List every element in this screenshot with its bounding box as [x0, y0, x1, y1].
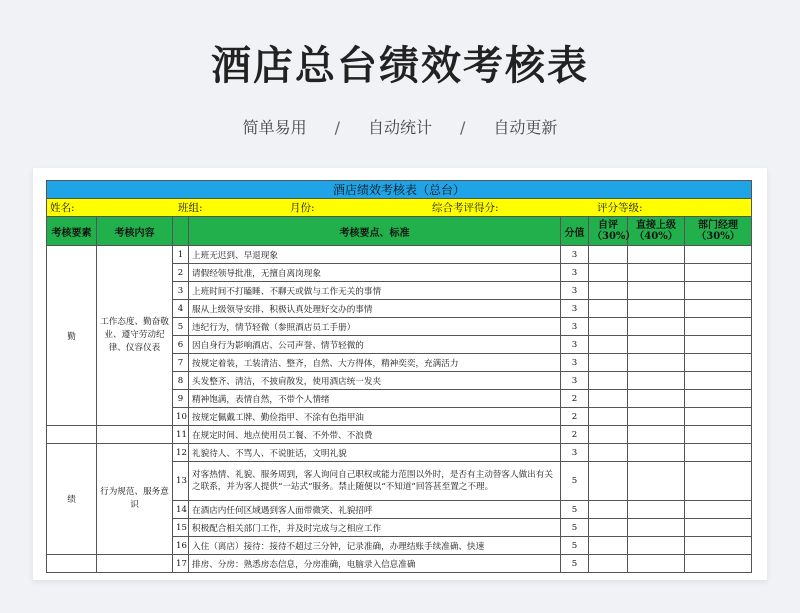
row-criteria: 精神饱满，表情自然，不带个人情绪	[189, 390, 561, 408]
row-score: 3	[561, 336, 589, 354]
row-criteria: 入住（离店）接待：接待不超过三分钟，记录准确，办理结账手续准确、快速	[189, 537, 561, 555]
boss-cell[interactable]	[628, 336, 685, 354]
dept-cell[interactable]	[685, 519, 752, 537]
dept-cell[interactable]	[685, 300, 752, 318]
boss-cell[interactable]	[628, 354, 685, 372]
self-cell[interactable]	[589, 555, 628, 573]
dept-cell[interactable]	[685, 354, 752, 372]
header-dept-label: 部门经理	[698, 220, 738, 231]
boss-cell[interactable]	[628, 300, 685, 318]
self-cell[interactable]	[589, 264, 628, 282]
page-title: 酒店总台绩效考核表	[211, 43, 589, 89]
self-cell[interactable]	[589, 390, 628, 408]
group-label: 班组:	[178, 202, 203, 214]
self-cell[interactable]	[589, 537, 628, 555]
row-criteria: 对客热情、礼貌、服务周到，客人询问自己职权或能力范围以外时，是否有主动替客人做出有关之联系，并为客人提供“一站式”服务。禁止随便以“不知道”回答甚至置之不理。	[189, 462, 561, 501]
total-score-label: 综合考评得分:	[432, 202, 499, 214]
dept-cell[interactable]	[685, 408, 752, 426]
header-self-weight: （30%）	[592, 231, 636, 242]
boss-cell[interactable]	[628, 555, 685, 573]
factor-cell	[47, 555, 97, 573]
row-number: 15	[173, 519, 189, 537]
row-criteria: 礼貌待人、不骂人、不说脏话，文明礼貌	[189, 444, 561, 462]
separator: /	[334, 118, 340, 137]
header-score: 分值	[561, 217, 589, 246]
row-score: 3	[561, 246, 589, 264]
dept-cell[interactable]	[685, 444, 752, 462]
header-dept	[685, 217, 752, 246]
dept-cell[interactable]	[685, 390, 752, 408]
row-criteria: 按规定着装，工装清洁、整齐，自然、大方得体，精神奕奕，充满活力	[189, 354, 561, 372]
row-number: 5	[173, 318, 189, 336]
content-cell	[97, 555, 173, 573]
row-criteria: 上班无迟到、早退现象	[189, 246, 561, 264]
row-criteria: 请假经领导批准，无擅自离岗现象	[189, 264, 561, 282]
row-score: 5	[561, 501, 589, 519]
table-row	[47, 426, 752, 444]
boss-cell[interactable]	[628, 462, 685, 501]
table-row	[47, 555, 752, 573]
self-cell[interactable]	[589, 300, 628, 318]
self-cell[interactable]	[589, 354, 628, 372]
header-self	[589, 217, 636, 246]
feature-label: 自动更新	[493, 118, 558, 137]
row-criteria: 积极配合相关部门工作，并及时完成与之相应工作	[189, 519, 561, 537]
dept-cell[interactable]	[685, 537, 752, 555]
boss-cell[interactable]	[628, 246, 685, 264]
row-number: 3	[173, 282, 189, 300]
self-cell[interactable]	[589, 462, 628, 501]
row-score: 3	[561, 300, 589, 318]
separator: /	[460, 118, 466, 137]
factor-cell	[47, 426, 97, 444]
dept-cell[interactable]	[685, 462, 752, 501]
name-label: 姓名:	[50, 202, 75, 214]
info-row	[47, 199, 752, 217]
self-cell[interactable]	[589, 501, 628, 519]
table-title: 酒店绩效考核表（总台）	[47, 181, 752, 199]
factor-cell: 绩	[47, 444, 97, 555]
dept-cell[interactable]	[685, 426, 752, 444]
self-cell[interactable]	[589, 519, 628, 537]
table-row	[47, 444, 752, 462]
boss-cell[interactable]	[628, 372, 685, 390]
row-criteria: 在规定时间、地点使用员工餐、不外带、不浪费	[189, 426, 561, 444]
row-score: 5	[561, 555, 589, 573]
dept-cell[interactable]	[685, 555, 752, 573]
row-criteria: 在酒店内任何区域遇到客人面带微笑、礼貌招呼	[189, 501, 561, 519]
row-number: 8	[173, 372, 189, 390]
factor-cell: 勤	[47, 246, 97, 426]
row-number: 6	[173, 336, 189, 354]
header-boss-label: 直接上级	[636, 220, 676, 231]
table-row	[47, 246, 752, 264]
row-score: 3	[561, 264, 589, 282]
boss-cell[interactable]	[628, 282, 685, 300]
row-criteria: 上班时间不打瞌睡、不聊天或做与工作无关的事情	[189, 282, 561, 300]
row-criteria: 头发整齐、清洁，不披肩散发，使用酒店统一发夹	[189, 372, 561, 390]
row-score: 3	[561, 372, 589, 390]
header-self-label: 自评	[598, 220, 618, 231]
header-row	[47, 217, 752, 246]
row-number: 12	[173, 444, 189, 462]
dept-cell[interactable]	[685, 372, 752, 390]
row-number: 4	[173, 300, 189, 318]
row-score: 3	[561, 318, 589, 336]
self-cell[interactable]	[589, 408, 628, 426]
dept-cell[interactable]	[685, 336, 752, 354]
header-no	[173, 217, 189, 246]
header-factor: 考核要素	[47, 217, 97, 246]
self-cell[interactable]	[589, 372, 628, 390]
dept-cell[interactable]	[685, 282, 752, 300]
boss-cell[interactable]	[628, 390, 685, 408]
content-cell: 行为规范、服务意识	[97, 444, 173, 555]
row-score: 5	[561, 462, 589, 501]
content-cell: 工作态度、勤奋敬业、遵守劳动纪律、仪容仪表	[97, 246, 173, 426]
boss-cell[interactable]	[628, 318, 685, 336]
dept-cell[interactable]	[685, 246, 752, 264]
boss-cell[interactable]	[628, 408, 685, 426]
dept-cell[interactable]	[685, 264, 752, 282]
row-number: 10	[173, 408, 189, 426]
row-number: 1	[173, 246, 189, 264]
self-cell[interactable]	[589, 246, 628, 264]
header-boss	[628, 217, 685, 246]
row-criteria: 服从上级领导安排、积极认真处理好交办的事情	[189, 300, 561, 318]
row-number: 13	[173, 462, 189, 501]
header-content: 考核内容	[97, 217, 173, 246]
boss-cell[interactable]	[628, 519, 685, 537]
row-score: 2	[561, 390, 589, 408]
row-score: 2	[561, 408, 589, 426]
row-score: 3	[561, 444, 589, 462]
boss-cell[interactable]	[628, 444, 685, 462]
row-number: 16	[173, 537, 189, 555]
row-score: 2	[561, 426, 589, 444]
row-number: 7	[173, 354, 189, 372]
row-criteria: 按规定佩戴工牌、勤俭指甲、不涂有色指甲油	[189, 408, 561, 426]
dept-cell[interactable]	[685, 318, 752, 336]
month-label: 月份:	[290, 202, 315, 214]
row-score: 3	[561, 354, 589, 372]
row-criteria: 违纪行为，情节轻微（参照酒店员工手册）	[189, 318, 561, 336]
boss-cell[interactable]	[628, 501, 685, 519]
grade-label: 评分等级:	[597, 202, 643, 214]
header-points: 考核要点、标准	[189, 217, 561, 246]
self-cell[interactable]	[589, 336, 628, 354]
row-score: 3	[561, 282, 589, 300]
evaluation-table	[46, 180, 752, 573]
row-criteria: 排房、分房：熟悉房态信息，分房准确，电脑录入信息准确	[189, 555, 561, 573]
boss-cell[interactable]	[628, 537, 685, 555]
dept-cell[interactable]	[685, 501, 752, 519]
spreadsheet-preview	[33, 168, 767, 580]
row-score: 5	[561, 537, 589, 555]
feature-label: 简单易用	[242, 118, 307, 137]
row-number: 17	[173, 555, 189, 573]
row-number: 14	[173, 501, 189, 519]
self-cell[interactable]	[589, 426, 628, 444]
row-number: 9	[173, 390, 189, 408]
self-cell[interactable]	[589, 282, 628, 300]
row-criteria: 因自身行为影响酒店、公司声誉、情节轻微的	[189, 336, 561, 354]
header-dept-weight: （30%）	[696, 231, 740, 242]
boss-cell[interactable]	[628, 426, 685, 444]
self-cell[interactable]	[589, 444, 628, 462]
feature-label: 自动统计	[367, 118, 432, 137]
boss-cell[interactable]	[628, 264, 685, 282]
row-number: 11	[173, 426, 189, 444]
self-cell[interactable]	[589, 318, 628, 336]
row-number: 2	[173, 264, 189, 282]
feature-subtitle	[0, 115, 800, 138]
row-score: 5	[561, 519, 589, 537]
content-cell	[97, 426, 173, 444]
header-boss-weight: （40%）	[634, 231, 678, 242]
